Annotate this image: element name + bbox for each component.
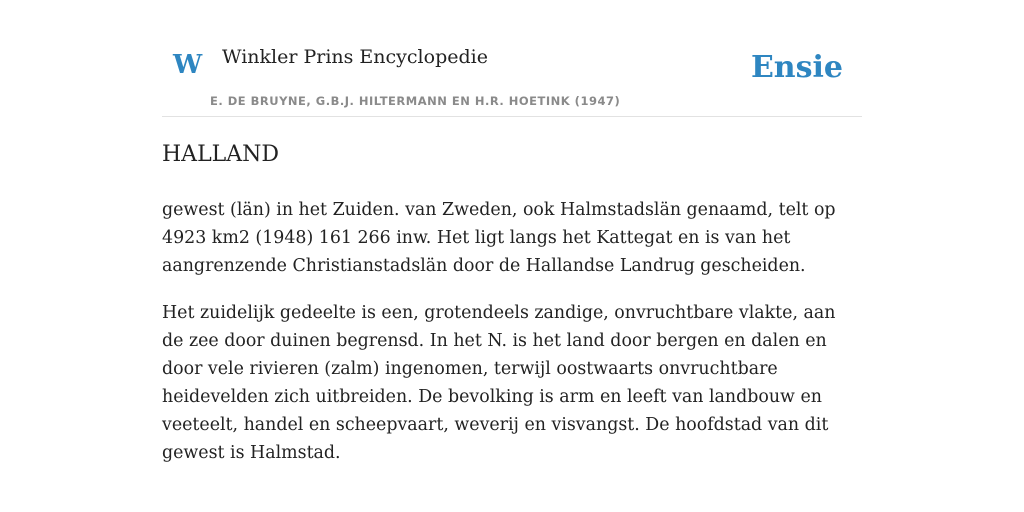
article-paragraph: gewest (län) in het Zuiden. van Zweden, ook Halmstadslän genaamd, telt op 4923 km2 (1948) 161 266 inw. Het ligt langs het Kattegat en is van het aangrenzende Christianstadslän door de Hallandse Landrug gescheiden. [162, 200, 836, 276]
header [162, 40, 862, 117]
article-title: HALLAND [162, 142, 280, 167]
authors-credit: E. DE BRUYNE, G.B.J. HILTERMANN EN H.R. HOETINK (1947) [210, 94, 621, 108]
site-title: Winkler Prins Encyclopedie [222, 46, 488, 68]
article-paragraph: Het zuidelijk gedeelte is een, grotendeels zandige, onvruchtbare vlakte, aan de zee door duinen begrensd. In het N. is het land door bergen en dalen en door vele rivieren (zalm) ingenomen, terwijl oostwaarts onvruchtbare heidevelden zich uitbreiden. De bevolking is arm en leeft van landbouw en veeteelt, handel en scheepvaart, weverij en visvangst. De hoofdstad van dit gewest is Halmstad. [162, 303, 836, 463]
ensie-logo[interactable]: Ensie [750, 50, 843, 85]
winkler-prins-logo[interactable]: W [173, 50, 203, 80]
article [162, 138, 862, 486]
